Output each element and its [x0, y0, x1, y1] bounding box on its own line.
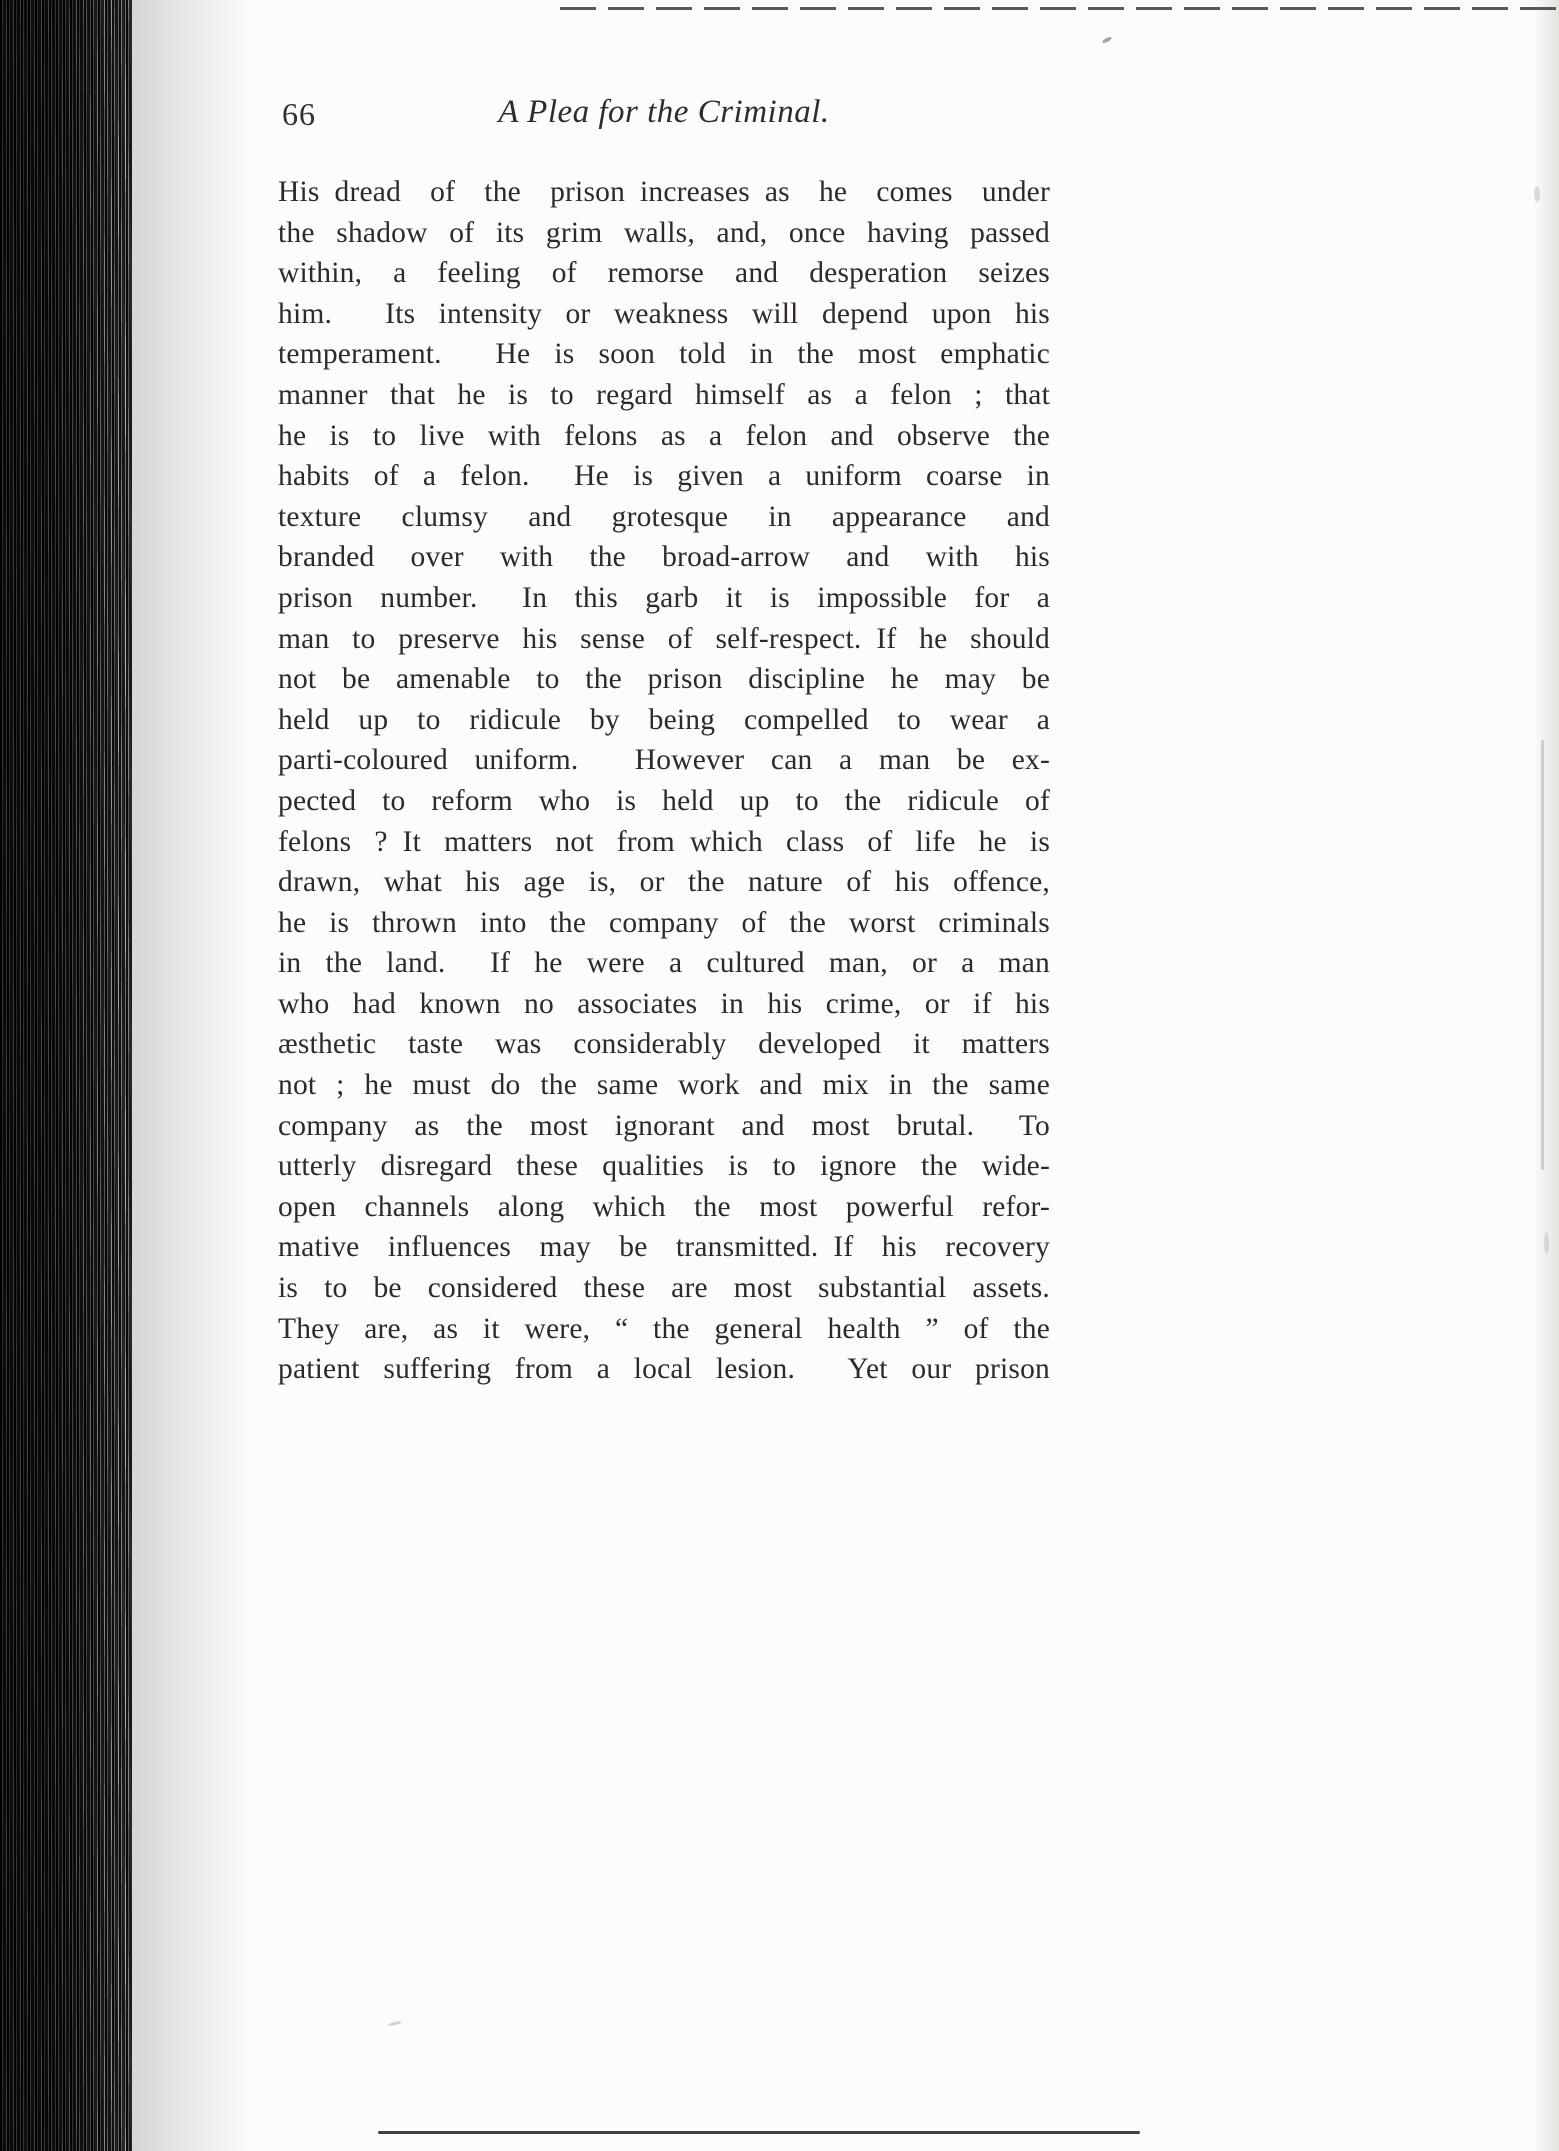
text-line: texture clumsy and grotesque in appearance and [278, 500, 1050, 533]
text-line: mative influences may be transmitted. If his recovery [278, 1231, 1050, 1264]
text-line: pected to reform who is held up to the ridicule of [278, 784, 1050, 817]
text-line: he is thrown into the company of the worst criminals [278, 906, 1050, 939]
text-line: parti-coloured uniform. However can a man be ex- [278, 744, 1050, 777]
text-line: æsthetic taste was considerably developed it matters [278, 1028, 1050, 1061]
text-line: His dread of the prison increases as he comes under [278, 176, 1050, 208]
text-line: man to preserve his sense of self-respect. If he should [278, 622, 1050, 655]
text-line: habits of a felon. He is given a uniform coarse in [278, 460, 1050, 493]
text-line: who had known no associates in his crime, or if his [278, 987, 1050, 1020]
scan-right-edge-mark [1541, 740, 1544, 1170]
text-line: he is to live with felons as a felon and observe the [278, 419, 1050, 452]
text-line: within, a feeling of remorse and desperation seizes [278, 257, 1050, 290]
body-text [278, 172, 1050, 1390]
text-line: branded over with the broad-arrow and with his [278, 541, 1050, 574]
page-curl-shade [1533, 0, 1559, 2151]
text-line: manner that he is to regard himself as a felon ; that [278, 378, 1050, 411]
page-number: 66 [282, 96, 316, 132]
scan-top-edge-line [560, 7, 1559, 10]
book-binding-edge [0, 0, 132, 2151]
text-line: not be amenable to the prison discipline he may be [278, 663, 1050, 696]
text-line: open channels along which the most powerful refor- [278, 1190, 1050, 1223]
text-line: company as the most ignorant and most brutal. To [278, 1109, 1050, 1142]
page-content [278, 94, 1050, 1390]
text-line: felons ? It matters not from which class of life he is [278, 825, 1050, 858]
text-line: drawn, what his age is, or the nature of his offence, [278, 866, 1050, 899]
text-line: held up to ridicule by being compelled to wear a [278, 703, 1050, 736]
text-line: not ; he must do the same work and mix in the same [278, 1069, 1050, 1102]
text-line: the shadow of its grim walls, and, once having passed [278, 216, 1050, 249]
text-line: utterly disregard these qualities is to ignore the wide- [278, 1150, 1050, 1183]
text-line: in the land. If he were a cultured man, or a man [278, 947, 1050, 980]
scan-speck [1534, 186, 1540, 202]
text-line: patient suffering from a local lesion. Yet our prison [278, 1353, 1050, 1386]
text-line: They are, as it were, “ the general health ” of the [278, 1312, 1050, 1345]
scan-speck [1544, 1232, 1549, 1254]
running-header: A Plea for the Criminal. [498, 94, 830, 130]
scan-speck [388, 2020, 402, 2026]
text-line: temperament. He is soon told in the most emphatic [278, 338, 1050, 371]
text-line: him. Its intensity or weakness will depend upon his [278, 297, 1050, 330]
scan-speck [1102, 36, 1113, 44]
text-line: is to be considered these are most substantial assets. [278, 1272, 1050, 1305]
page-header [278, 94, 1050, 140]
binding-shadow [132, 0, 252, 2151]
scan-bottom-edge-line [378, 2131, 1140, 2134]
text-line: prison number. In this garb it is impossible for a [278, 581, 1050, 614]
